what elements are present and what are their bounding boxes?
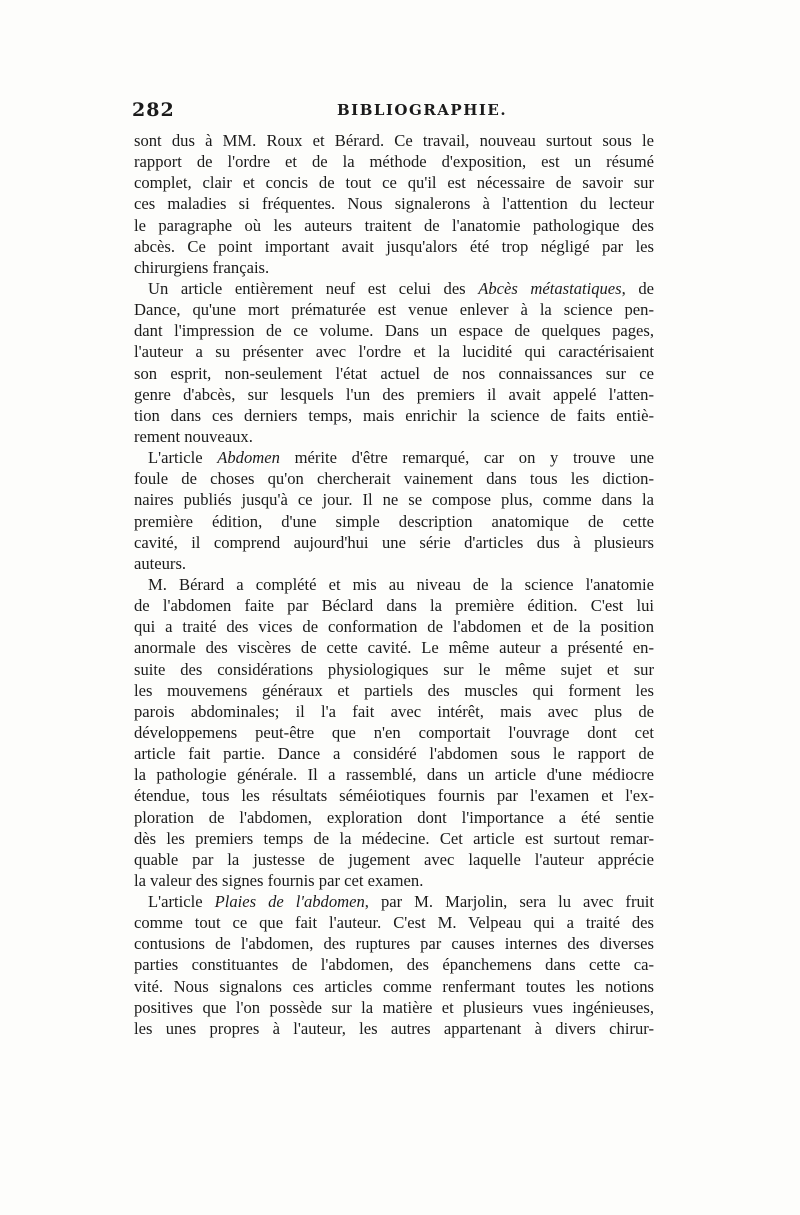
text-line: développemens peut-être que n'en comportait l'ouvrage dont cet <box>134 722 654 742</box>
text-line: naires publiés jusqu'à ce jour. Il ne se compose plus, comme dans la <box>134 490 654 510</box>
text-line: quable par la justesse de jugement avec laquelle l'auteur apprécie <box>134 849 654 869</box>
running-title: BIBLIOGRAPHIE. <box>337 101 508 119</box>
text-line: rement nouveaux. <box>134 426 253 446</box>
text-line: cavité, il comprend aujourd'hui une série d'articles dus à plusieurs <box>134 532 654 552</box>
text-line: anormale des viscères de cette cavité. Le même auteur a présenté en- <box>134 638 654 658</box>
text-line: Un article entièrement neuf est celui des Abcès métastatiques, de <box>148 278 655 298</box>
text-line: chirurgiens français. <box>134 257 270 277</box>
text-line: dant l'impression de ce volume. Dans un espace de quelques pages, <box>134 321 654 341</box>
text-line: M. Bérard a complété et mis au niveau de la science l'anatomie <box>148 574 654 594</box>
page-header <box>132 99 656 127</box>
text-line: abcès. Ce point important avait jusqu'alors été trop négligé par les <box>134 236 654 256</box>
text-line: article fait partie. Dance a considéré l'abdomen sous le rapport de <box>134 744 654 764</box>
text-line: la valeur des signes fournis par cet examen. <box>134 870 424 890</box>
text-line: vité. Nous signalons ces articles comme renfermant toutes les notions <box>134 976 654 996</box>
text-line: Dance, qu'une mort prématurée est venue enlever à la science pen- <box>134 300 654 320</box>
italic-title: Plaies de l'abdomen <box>214 892 365 912</box>
body-text <box>134 130 654 1039</box>
text-line: première édition, d'une simple description anatomique de cette <box>134 511 654 531</box>
text-line: de l'abdomen faite par Béclard dans la première édition. C'est lui <box>134 596 654 616</box>
text-line: dès les premiers temps de la médecine. Cet article est surtout remar- <box>134 828 654 848</box>
text-line: complet, clair et concis de tout ce qu'il est nécessaire de savoir sur <box>134 173 654 193</box>
italic-title: Abdomen <box>217 448 280 468</box>
text-line: comme tout ce que fait l'auteur. C'est M. Velpeau qui a traité des <box>134 913 654 933</box>
text-line: parois abdominales; il l'a fait avec intérêt, mais avec plus de <box>134 701 654 721</box>
italic-title: Abcès métastatiques <box>478 278 622 298</box>
text-line: les mouvemens généraux et partiels des muscles qui forment les <box>134 680 654 700</box>
text-line: son esprit, non-seulement l'état actuel de nos connaissances sur ce <box>134 363 654 383</box>
text-line: l'auteur a su présenter avec l'ordre et la lucidité qui caractérisaient <box>134 342 654 362</box>
text-line: sont dus à MM. Roux et Bérard. Ce travail, nouveau surtout sous le <box>134 131 654 150</box>
text-line: la pathologie générale. Il a rassemblé, dans un article d'une médiocre <box>134 765 654 785</box>
text-line: étendue, tous les résultats séméiotiques fournis par l'examen et l'ex- <box>134 786 654 806</box>
text-line: ploration de l'abdomen, exploration dont l'importance a été sentie <box>134 807 654 827</box>
text-line: parties constituantes de l'abdomen, des épanchemens dans cette ca- <box>134 955 654 975</box>
page-number: 282 <box>132 99 175 121</box>
text-line: positives que l'on possède sur la matière et plusieurs vues ingénieuses, <box>134 997 654 1017</box>
text-line: auteurs. <box>134 553 187 573</box>
text-line: genre d'abcès, sur lesquels l'un des premiers il avait appelé l'atten- <box>134 384 654 404</box>
text-line: foule de choses qu'on chercherait vainement dans tous les diction- <box>134 469 654 489</box>
text-line: tion dans ces derniers temps, mais enrichir la science de faits entiè- <box>134 405 654 425</box>
text-line: ces maladies si fréquentes. Nous signalerons à l'attention du lecteur <box>134 194 654 214</box>
text-line: qui a traité des vices de conformation de l'abdomen et de la position <box>134 617 654 637</box>
text-line: contusions de l'abdomen, des ruptures par causes internes des diverses <box>134 934 654 954</box>
text-line: les unes propres à l'auteur, les autres appartenant à divers chirur- <box>134 1018 654 1038</box>
text-line: le paragraphe où les auteurs traitent de l'anatomie pathologique des <box>134 215 654 235</box>
text-line: L'article Plaies de l'abdomen, par M. Marjolin, sera lu avec fruit <box>148 892 654 912</box>
text-line: rapport de l'ordre et de la méthode d'exposition, est un résumé <box>134 152 654 172</box>
text-line: L'article Abdomen mérite d'être remarqué, car on y trouve une <box>148 448 654 468</box>
text-line: suite des considérations physiologiques sur le même sujet et sur <box>134 659 654 679</box>
